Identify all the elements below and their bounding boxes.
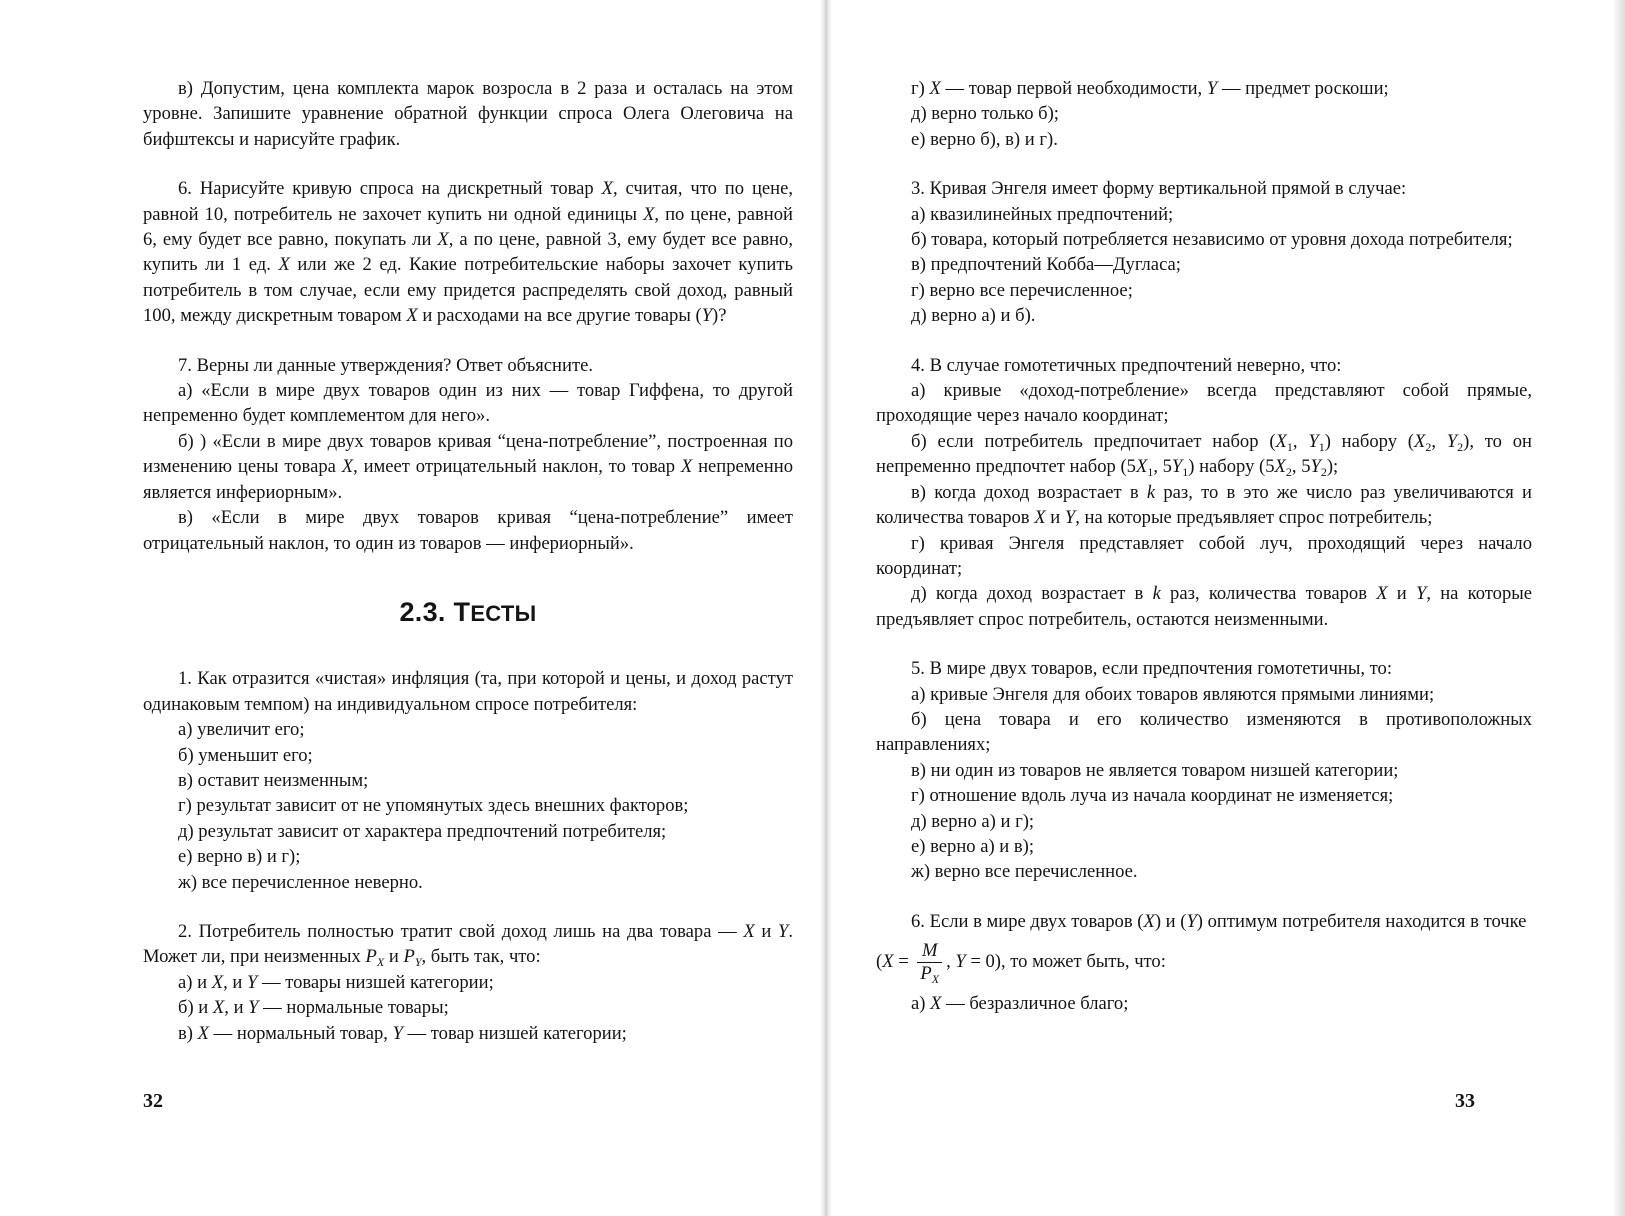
income-over-price-fraction: $\frac{M}{P_X}$ [917,940,942,985]
section-title: 2.3. ТЕСТЫ [399,596,537,627]
task5-part-v: в) Допустим, цена комплекта марок возросла в 2 раза и осталась на этом уровне. Запишите уравнение обратной функции спроса Олега Олеговича на бифштексы и нарисуйте график. [143,78,793,150]
page-number-right: 33 [1455,1090,1475,1112]
test2-option-e: е) верно б), в) и г). [911,128,1058,150]
task7-a: а) «Если в мире двух товаров один из них — товар Гиффена, то другой непременно будет комплементом для него». [143,380,793,427]
test1-option-zh: ж) все перечисленное неверно. [178,871,423,893]
test3-option-v: в) предпочтений Кобба—Дугласа; [911,254,1181,276]
task7-b: б) ) «Если в мире двух товаров кривая “цена-потребление”, построенная по изменению цены товара X, имеет отрицательный наклон, то товар X непременно является инфериорным». [143,430,793,503]
test2-option-v: в) X — нормальный товар, Y — товар низшей категории; [178,1022,627,1044]
test3-option-a: а) квазилинейных предпочтений; [911,203,1174,225]
test1-option-d: д) результат зависит от характера предпочтений потребителя; [178,820,667,842]
right-page [876,76,1532,1017]
test1-option-b: б) уменьшит его; [178,744,313,766]
test5-option-d: д) верно а) и г); [911,810,1035,832]
test1-question: 1. Как отразится «чистая» инфляция (та, при которой и цены, и доход растут одинаковым темпом) на индивидуальном спросе потребителя: [143,668,793,715]
test1-option-e: е) верно в) и г); [178,846,301,868]
test6-optimum-point: (X = $\frac{M}{P_X}$ , Y = 0), то может быть, что: [876,940,1166,987]
test1-option-a: а) увеличит его; [178,719,305,741]
test2-option-a: а) и X, и Y — товары низшей категории; [178,971,494,993]
test1-option-v: в) оставит неизменным; [178,769,369,791]
task6: 6. Нарисуйте кривую спроса на дискретный товар X, считая, что по цене, равной 10, потребитель не захочет купить ни одной единицы X, по цене, равной 6, ему будет все равно, покупать ли X, а по цене, равной 3, ему будет все равно, купить ли 1 ед. X или же 2 ед. Какие потребительские наборы захочет купить потребитель в том случае, если ему придется распределять свой доход, равный 100, между дискретным товаром X и расходами на все другие товары (Y)? [143,178,793,327]
book-spine-shadow [820,0,832,1216]
test2-option-d: д) верно только б); [911,103,1059,125]
page-number-left: 32 [143,1090,163,1112]
test3-question: 3. Кривая Энгеля имеет форму вертикальной прямой в случае: [911,178,1407,200]
left-page [143,76,793,1046]
test2-option-g: г) X — товар первой необходимости, Y — предмет роскоши; [911,78,1389,99]
test4-option-v: в) когда доход возрастает в k раз, то в это же число раз увеличиваются и количества товаров X и Y, на которые предъявляет спрос потребитель; [876,481,1532,529]
test4-option-g: г) кривая Энгеля представляет собой луч, проходящий через начало координат; [876,532,1532,579]
test5-question: 5. В мире двух товаров, если предпочтения гомотетичны, то: [911,658,1393,680]
test6-question: 6. Если в мире двух товаров (X) и (Y) оптимум потребителя находится в точке [911,910,1527,932]
test2-option-b: б) и X, и Y — нормальные товары; [178,997,449,1019]
test4-option-a: а) кривые «доход-потребление» всегда представляют собой прямые, проходящие через начало координат; [876,380,1532,427]
test2-question: 2. Потребитель полностью тратит свой доход лишь на два товара — X и Y. Может ли, при неизменных $P_X$ и $P_Y$, быть так, что: [143,920,793,970]
test6-option-a: а) X — безразличное благо; [911,993,1129,1015]
task7-c: в) «Если в мире двух товаров кривая “цена-потребление” имеет отрицательный наклон, то один из товаров — инфериорный». [143,507,793,554]
test4-option-d: д) когда доход возрастает в k раз, количества товаров X и Y, на которые предъявляет спрос потребитель, остаются неизменными. [876,583,1532,630]
test5-option-e: е) верно а) и в); [911,835,1035,857]
test5-option-zh: ж) верно все перечисленное. [911,861,1138,883]
task7-intro: 7. Верны ли данные утверждения? Ответ объясните. [178,354,593,376]
test5-option-b: б) цена товара и его количество изменяются в противоположных направлениях; [876,708,1532,756]
test5-option-g: г) отношение вдоль луча из начала координат не изменяется; [911,785,1394,807]
test3-option-b: б) товара, который потребляется независимо от уровня дохода потребителя; [911,229,1513,251]
test4-option-b: б) если потребитель предпочитает набор ($X_1$, $Y_1$) набору ($X_2$, $Y_2$), то он непременно предпочтет набор ($5X_1$, $5Y_1$) набору ($5X_2$, $5Y_2$); [876,430,1533,480]
page-edge-shadow [1612,0,1625,1216]
test1-option-g: г) результат зависит от не упомянутых здесь внешних факторов; [178,795,689,817]
test5-option-v: в) ни один из товаров не является товаром низшей категории; [911,759,1399,781]
test5-option-a: а) кривые Энгеля для обоих товаров являются прямыми линиями; [911,683,1435,705]
test3-option-g: г) верно все перечисленное; [911,279,1133,301]
test4-question: 4. В случае гомотетичных предпочтений неверно, что: [911,354,1342,376]
test3-option-d: д) верно а) и б). [911,305,1036,327]
